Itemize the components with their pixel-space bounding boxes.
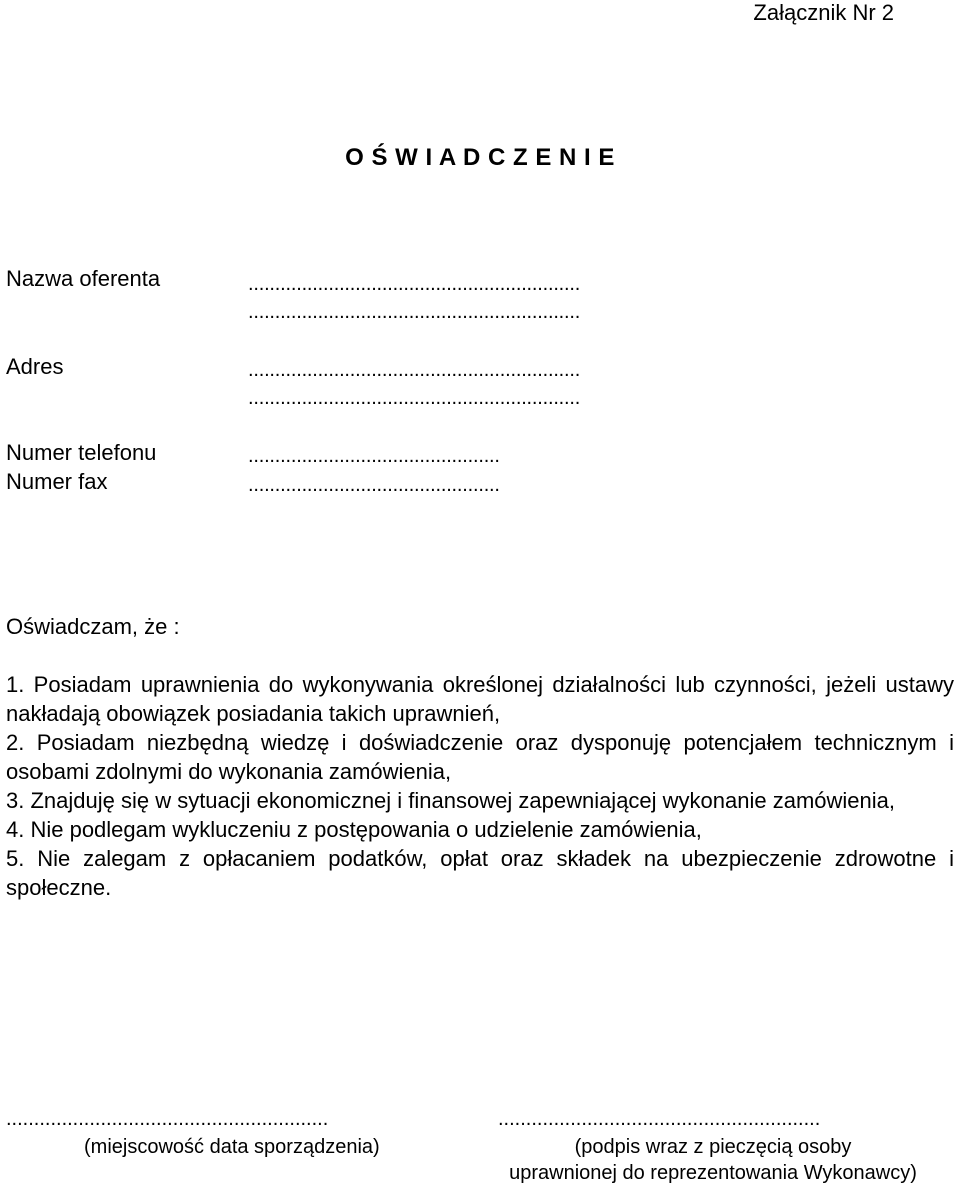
name-dots-line-2: .............................................................. xyxy=(248,301,581,323)
address-dots-line-2: .............................................................. xyxy=(248,387,581,409)
name-label: Nazwa oferenta xyxy=(6,266,161,291)
declaration-item-5: 5. Nie zalegam z opłacaniem podatków, opłat oraz składek na ubezpieczenie zdrowotne i społeczne. xyxy=(6,846,954,900)
fax-dots-line: ............................................... xyxy=(248,474,500,496)
declaration-list xyxy=(6,670,954,902)
document-title: O Ś W I A D C Z E N I E xyxy=(345,144,615,171)
address-dots-line-1: .............................................................. xyxy=(248,359,581,381)
phone-label: Numer telefonu xyxy=(6,440,157,465)
signature-caption-line-2: uprawnionej do reprezentowania Wykonawcy) xyxy=(509,1162,917,1184)
phone-dots-line: ............................................... xyxy=(248,445,500,467)
declaration-item-1: 1. Posiadam uprawnienia do wykonywania określonej działalności lub czynności, jeżeli ustawy nakładają obowiązek posiadania takich uprawnień, xyxy=(6,672,954,726)
declaration-item-2: 2. Posiadam niezbędną wiedzę i doświadczenie oraz dysponuję potencjałem technicznym i osobami zdolnymi do wykonania zamówienia, xyxy=(6,730,954,784)
declaration-item-3: 3. Znajduję się w sytuacji ekonomicznej i finansowej zapewniającej wykonanie zamówienia, xyxy=(6,788,896,813)
place-date-caption: (miejscowość data sporządzenia) xyxy=(84,1136,380,1158)
address-label: Adres xyxy=(6,354,64,379)
declaration-item-4: 4. Nie podlegam wykluczeniu z postępowania o udzielenie zamówienia, xyxy=(6,817,702,842)
signature-caption xyxy=(478,1134,948,1186)
fax-label: Numer fax xyxy=(6,469,108,494)
annex-label: Załącznik Nr 2 xyxy=(753,0,894,25)
place-date-dots: .......................................................... xyxy=(6,1108,329,1130)
signature-caption-line-1: (podpis wraz z pieczęcią osoby xyxy=(574,1136,852,1158)
signature-dots: .......................................................... xyxy=(498,1108,821,1130)
name-dots-line-1: .............................................................. xyxy=(248,273,581,295)
declaration-intro: Oświadczam, że : xyxy=(6,614,180,639)
